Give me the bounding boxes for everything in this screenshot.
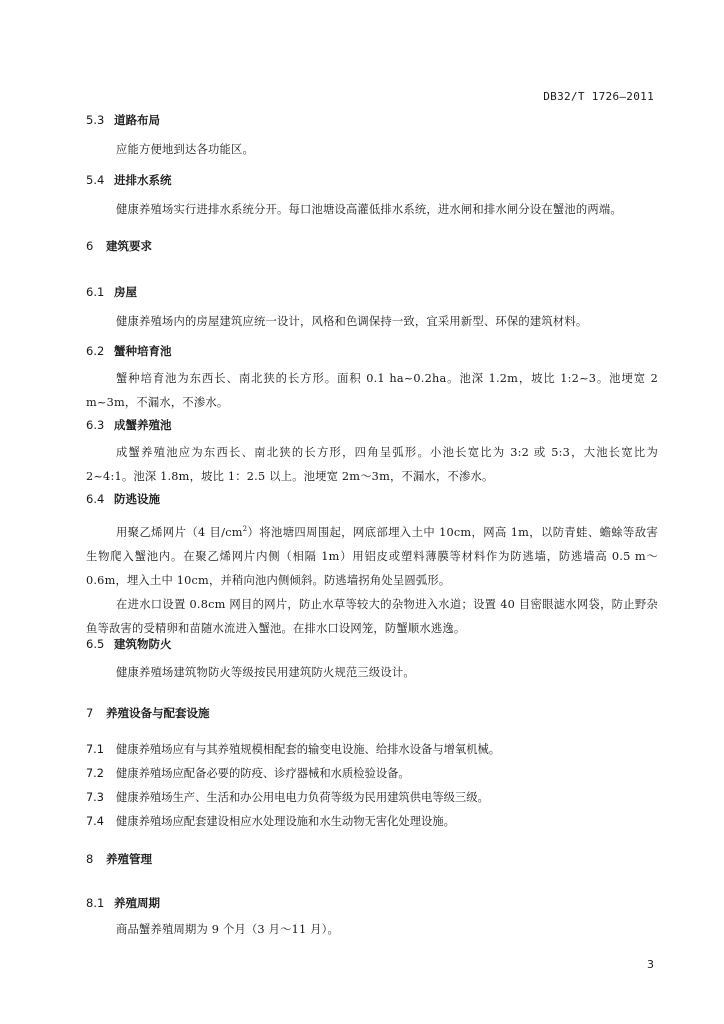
- section-title: 养殖管理: [106, 852, 152, 866]
- section-number: 6.5: [86, 637, 105, 651]
- section-title: 道路布局: [114, 113, 160, 127]
- paragraph-6-5: [86, 661, 658, 685]
- paragraph-8-1: [86, 918, 658, 942]
- section-number: 7.1: [86, 743, 104, 756]
- heading-7: [86, 705, 210, 721]
- paragraph-text: 应能方便地到达各功能区。: [116, 143, 254, 156]
- section-number: 7.4: [86, 815, 104, 828]
- item-7-3: [86, 789, 489, 805]
- section-number: 7.2: [86, 767, 104, 780]
- paragraph-text: 健康养殖场实行进排水系统分开。每口池塘设高灌低排水系统，进水闸和排水闸分设在蟹池的两端。: [116, 203, 622, 216]
- paragraph-text: 成蟹养殖池应为东西长、南北狭的长方形，四角呈弧形。小池长宽比为 3:2 或 5:3，大池长宽比为 2~4:1。池深 1.8m，坡比 1：2.5 以上。池埂宽 2m～3m，不漏水，不渗水。: [86, 446, 658, 483]
- section-number: 6.1: [86, 285, 105, 299]
- heading-6-2: [86, 343, 172, 359]
- heading-5-4: [86, 172, 172, 188]
- heading-8-1: [86, 895, 160, 911]
- item-7-2: [86, 765, 410, 781]
- page-number: 3: [647, 958, 654, 971]
- heading-8: [86, 851, 152, 867]
- text-post: ）将池塘四周围起，网底部埋入土中 10cm，网高 1m，以防青蛙、蟾蜍等敌害生物爬入蟹池内。在聚乙烯网片内侧（相隔 1m）用铝皮或塑料薄膜等材料作为防逃墙，防逃墙高 0.5 m～0.6m，埋入土中 10cm，并稍向池内侧倾斜。防逃墙拐角处呈圆弧形。: [86, 525, 658, 587]
- item-7-4: [86, 813, 455, 829]
- standard-code: DB32/T 1726—2011: [543, 90, 654, 103]
- section-number: 6.4: [86, 492, 105, 506]
- section-number: 8.1: [86, 896, 105, 910]
- section-title: 蟹种培育池: [114, 344, 172, 358]
- heading-6-5: [86, 636, 172, 652]
- section-number: 8: [86, 852, 94, 866]
- section-title: 养殖周期: [114, 896, 160, 910]
- section-title: 防逃设施: [114, 492, 160, 506]
- section-number: 6: [86, 239, 94, 253]
- paragraph-text: 健康养殖场建筑物防火等级按民用建筑防火规范三级设计。: [116, 666, 415, 679]
- section-title: 建筑要求: [106, 239, 152, 253]
- paragraph-text: 健康养殖场内的房屋建筑应统一设计，风格和色调保持一致，宜采用新型、环保的建筑材料。: [116, 315, 588, 328]
- paragraph-6-4: [86, 517, 658, 641]
- heading-5-3: [86, 112, 160, 128]
- section-number: 6.3: [86, 418, 105, 432]
- paragraph-text: 商品蟹养殖周期为 9 个月（3 月～11 月）。: [116, 923, 340, 936]
- section-number: 7: [86, 706, 94, 720]
- paragraph-6-3: [86, 441, 658, 489]
- paragraph-6-1: [86, 310, 658, 334]
- superscript: 2: [242, 525, 248, 533]
- paragraph-text: [86, 517, 658, 593]
- heading-6-1: [86, 284, 137, 300]
- item-7-1: [86, 741, 500, 757]
- section-number: 6.2: [86, 344, 105, 358]
- item-text: 健康养殖场应配套建设相应水处理设施和水生动物无害化处理设施。: [116, 815, 455, 828]
- paragraph-text: 蟹种培育池为东西长、南北狭的长方形。面积 0.1 ha~0.2ha。池深 1.2m，坡比 1:2~3。池埂宽 2 m~3m，不漏水，不渗水。: [86, 372, 658, 409]
- heading-6-3: [86, 417, 172, 433]
- section-number: 5.3: [86, 113, 105, 127]
- paragraph-text: 在进水口设置 0.8cm 网目的网片，防止水草等较大的杂物进入水道；设置 40 目密眼滤水网袋，防止野杂鱼等敌害的受精卵和苗随水流进入蟹池。在排水口设网笼，防蟹顺水逃逸。: [86, 597, 658, 635]
- section-title: 养殖设备与配套设施: [106, 706, 210, 720]
- item-text: 健康养殖场生产、生活和办公用电电力负荷等级为民用建筑供电等级三级。: [116, 791, 489, 804]
- section-title: 建筑物防火: [114, 637, 172, 651]
- text-pre: 用聚乙烯网片（4 目/cm: [116, 525, 243, 539]
- section-number: 5.4: [86, 173, 105, 187]
- section-title: 进排水系统: [114, 173, 172, 187]
- paragraph-6-2: [86, 367, 658, 415]
- heading-6: [86, 238, 152, 254]
- section-title: 成蟹养殖池: [114, 418, 172, 432]
- paragraph-5-4: [86, 198, 658, 222]
- section-number: 7.3: [86, 791, 104, 804]
- item-text: 健康养殖场应有与其养殖规模相配套的输变电设施、给排水设备与增氧机械。: [116, 743, 501, 756]
- section-title: 房屋: [114, 285, 137, 299]
- paragraph-5-3: [86, 138, 658, 162]
- heading-6-4: [86, 491, 160, 507]
- item-text: 健康养殖场应配备必要的防疫、诊疗器械和水质检验设备。: [116, 767, 410, 780]
